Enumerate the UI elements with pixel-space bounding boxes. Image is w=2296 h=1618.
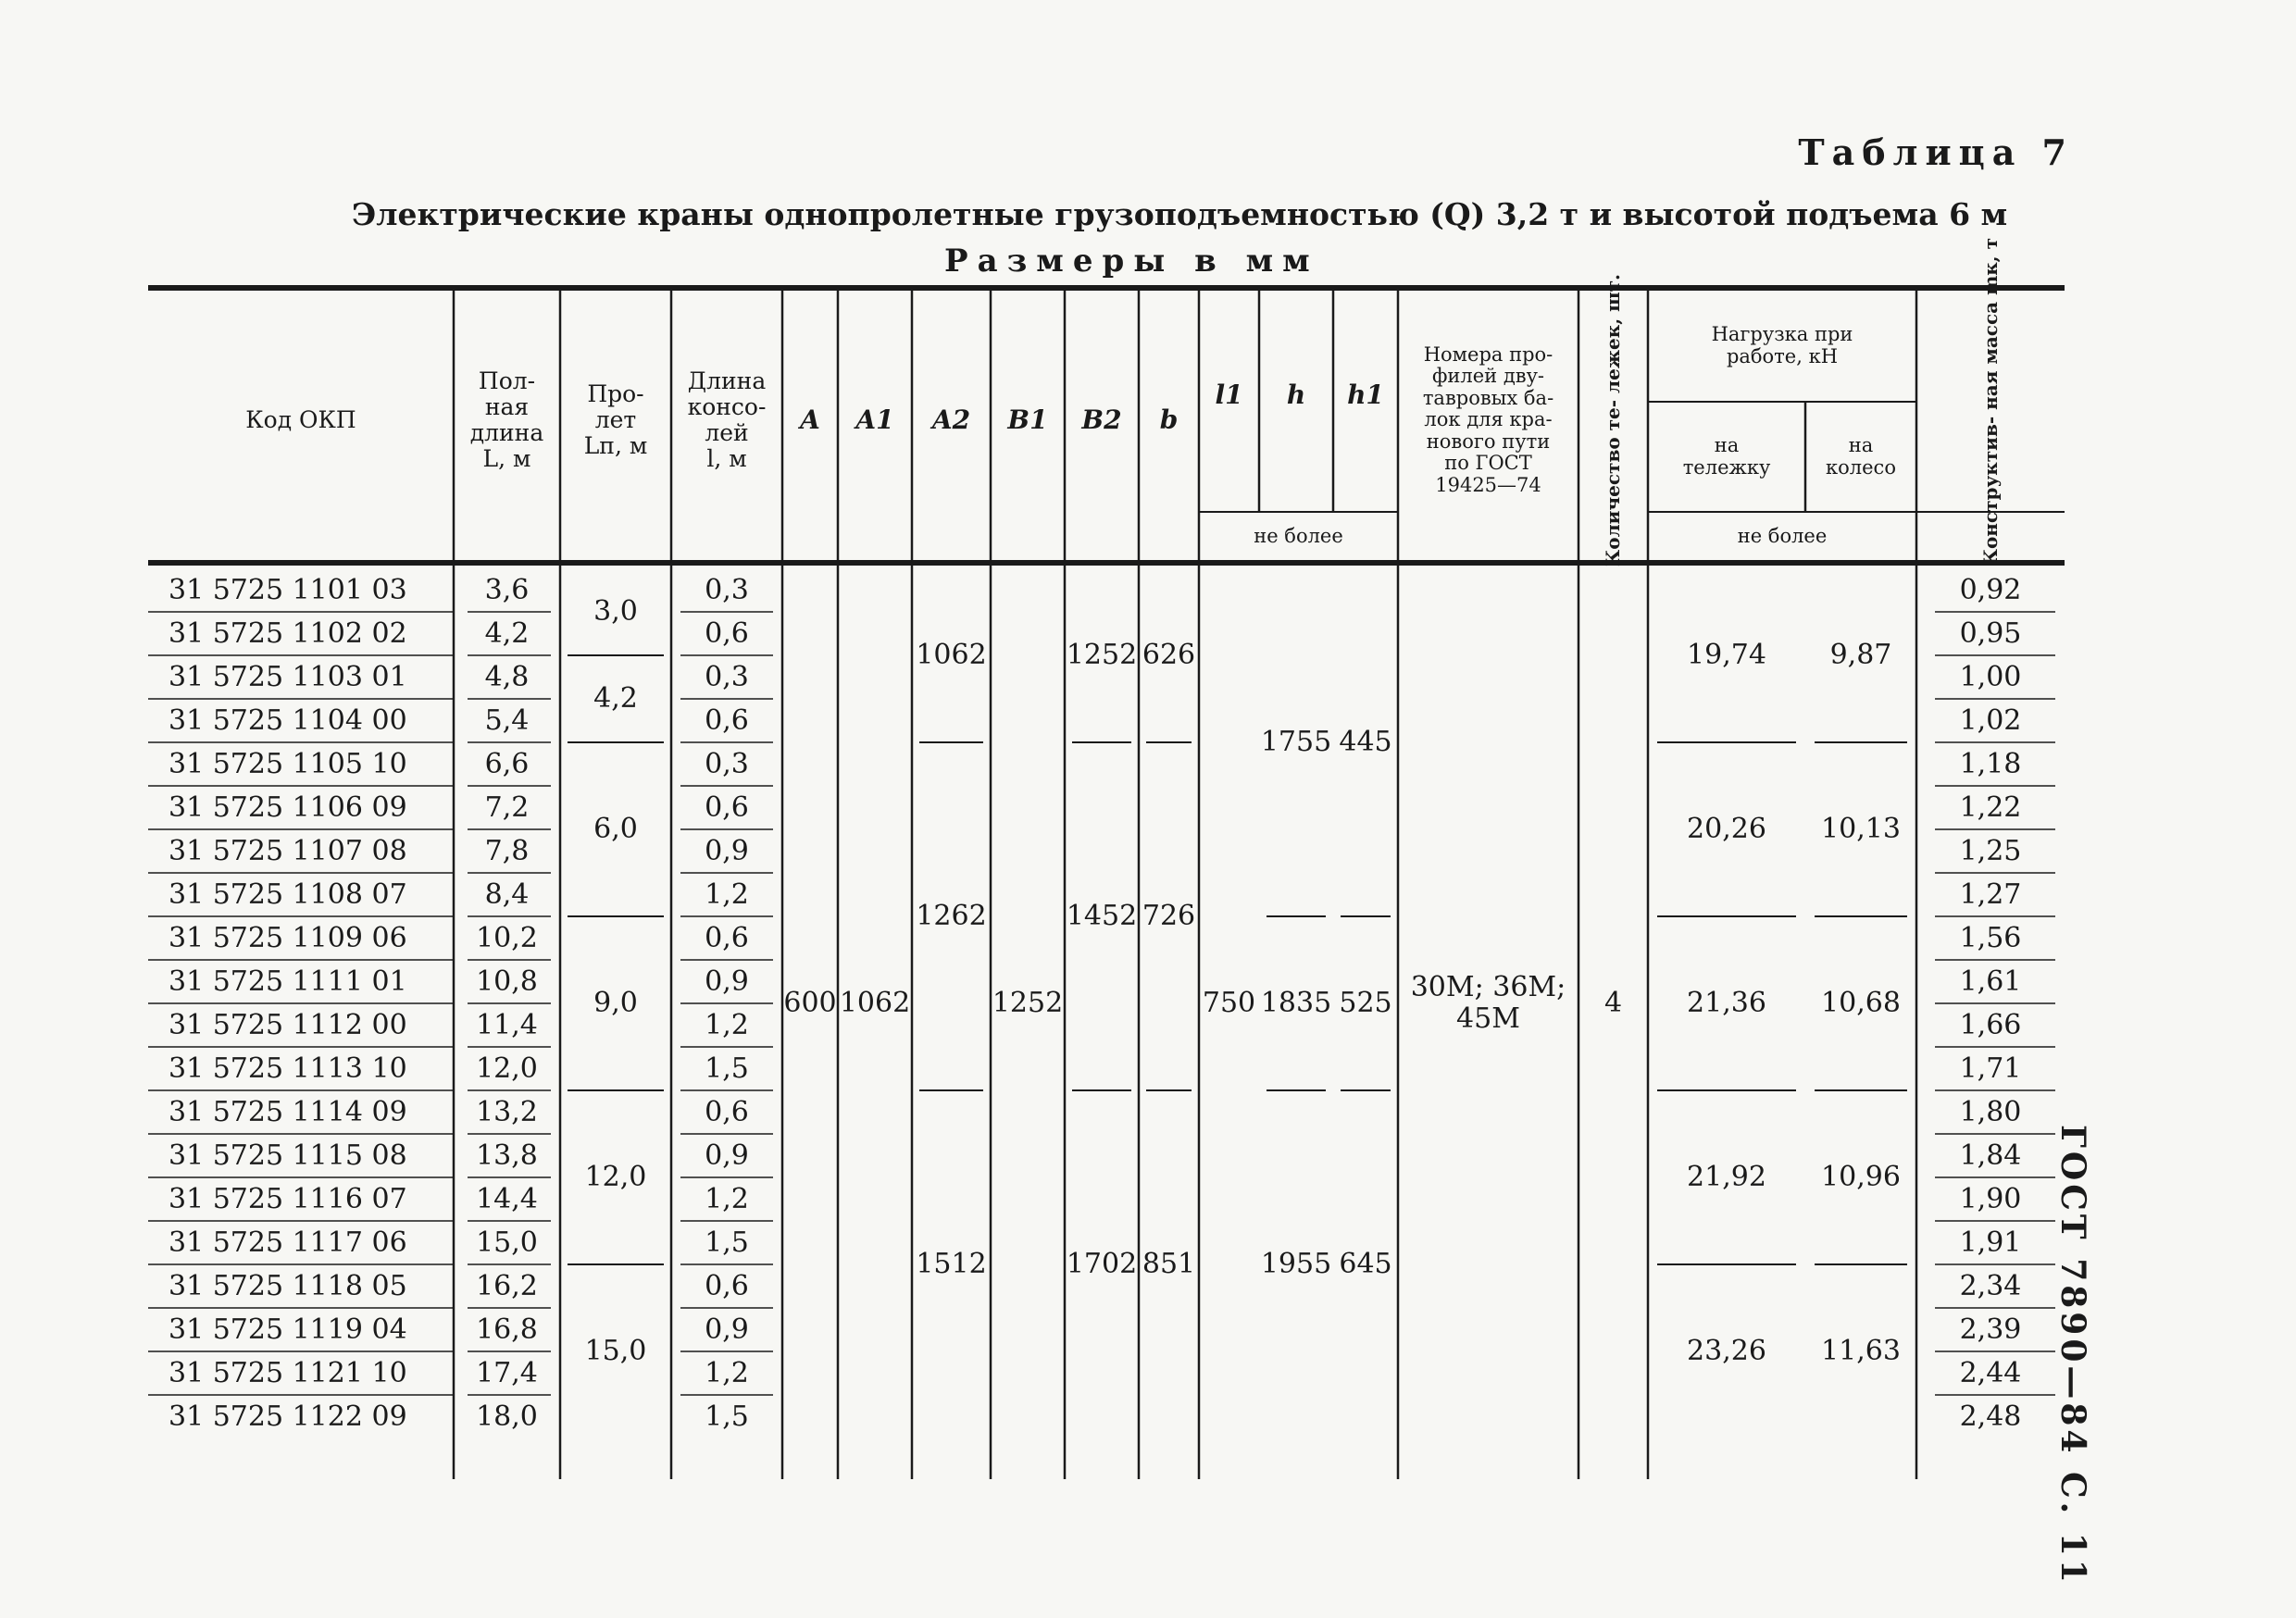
B2-value: 1252 [1066, 639, 1138, 672]
full-length-value: 3,6 [484, 573, 530, 606]
span-value: 15,0 [584, 1335, 647, 1368]
okp-code: 31 5725 1109 06 [168, 921, 407, 954]
value-beam-profiles: 30М; 36М; 45М [1410, 971, 1566, 1035]
structural-mass-value: 1,90 [1959, 1182, 2022, 1215]
structural-mass-value: 2,34 [1959, 1269, 2022, 1302]
table-caption: Электрические краны однопролетные грузоподъемностью (Q) 3,2 т и высотой подъема 6 м [352, 196, 2008, 232]
B2-value: 1452 [1066, 900, 1138, 933]
header-h1: h1 [1347, 379, 1384, 410]
console-length-value: 0,6 [705, 790, 749, 824]
okp-code: 31 5725 1111 01 [168, 965, 407, 998]
header-A2: A2 [931, 404, 971, 436]
okp-code: 31 5725 1107 08 [168, 834, 407, 867]
standard-page-code: ГОСТ 7890—84 С. 11 [2053, 1125, 2092, 1587]
header-load-per-wheel: на колесо [1826, 434, 1896, 479]
full-length-value: 8,4 [484, 877, 530, 911]
full-length-value: 14,4 [476, 1182, 538, 1215]
structural-mass-value: 2,39 [1959, 1313, 2022, 1346]
load-per-cart-value: 21,92 [1687, 1161, 1766, 1194]
structural-mass-value: 1,22 [1959, 790, 2022, 824]
full-length-value: 11,4 [476, 1008, 538, 1041]
okp-code: 31 5725 1102 02 [168, 616, 407, 650]
console-length-value: 1,2 [705, 1182, 749, 1215]
console-length-value: 1,2 [705, 1356, 749, 1389]
structural-mass-value: 1,61 [1959, 965, 2022, 998]
full-length-value: 17,4 [476, 1356, 538, 1389]
header-code: Код ОКП [245, 406, 356, 433]
full-length-value: 13,8 [476, 1139, 538, 1172]
okp-code: 31 5725 1121 10 [168, 1356, 407, 1389]
console-length-value: 1,5 [705, 1400, 749, 1433]
full-length-value: 16,2 [476, 1269, 538, 1302]
console-length-value: 0,9 [705, 1139, 749, 1172]
value-cart-count: 4 [1603, 987, 1623, 1020]
console-length-value: 0,6 [705, 1095, 749, 1128]
header-console-length: Длина консо- лей l, м [687, 367, 767, 472]
header-not-more-load: не более [1737, 525, 1828, 548]
h1-value: 525 [1339, 987, 1392, 1020]
span-value: 6,0 [593, 813, 638, 846]
console-length-value: 0,6 [705, 616, 749, 650]
load-per-cart-value: 21,36 [1687, 987, 1766, 1020]
full-length-value: 16,8 [476, 1313, 538, 1346]
header-l1: l1 [1215, 379, 1243, 410]
load-per-cart-value: 23,26 [1687, 1335, 1766, 1368]
structural-mass-value: 1,66 [1959, 1008, 2022, 1041]
console-length-value: 1,2 [705, 1008, 749, 1041]
value-A: 600 [783, 987, 837, 1020]
full-length-value: 13,2 [476, 1095, 538, 1128]
console-length-value: 1,2 [705, 877, 749, 911]
okp-code: 31 5725 1106 09 [168, 790, 407, 824]
structural-mass-value: 1,27 [1959, 877, 2022, 911]
okp-code: 31 5725 1103 01 [168, 660, 407, 693]
okp-code: 31 5725 1104 00 [168, 703, 407, 737]
structural-mass-value: 2,48 [1959, 1400, 2022, 1433]
load-per-cart-value: 20,26 [1687, 813, 1766, 846]
structural-mass-value: 1,00 [1959, 660, 2022, 693]
header-B1: B1 [1007, 404, 1048, 436]
table-number: Таблица 7 [1798, 131, 2074, 173]
h-value: 1955 [1260, 1248, 1332, 1281]
load-per-wheel-value: 10,68 [1821, 987, 1901, 1020]
full-length-value: 5,4 [484, 703, 530, 737]
full-length-value: 10,8 [476, 965, 538, 998]
header-mass-cell [1916, 237, 2065, 566]
structural-mass-value: 1,18 [1959, 747, 2022, 780]
full-length-value: 10,2 [476, 921, 538, 954]
load-per-cart-value: 19,74 [1687, 639, 1766, 672]
b-value: 851 [1142, 1248, 1196, 1281]
structural-mass-value: 1,56 [1959, 921, 2022, 954]
okp-code: 31 5725 1115 08 [168, 1139, 407, 1172]
console-length-value: 0,3 [705, 747, 749, 780]
structural-mass-value: 1,91 [1959, 1226, 2022, 1259]
value-A1: 1062 [839, 987, 911, 1020]
structural-mass-value: 1,25 [1959, 834, 2022, 867]
header-operating-load: Нагрузка при работе, кН [1711, 323, 1853, 367]
full-length-value: 4,8 [484, 660, 530, 693]
value-l1: 750 [1202, 987, 1256, 1020]
units-note: Размеры в мм [944, 243, 1319, 280]
structural-mass-value: 1,71 [1959, 1052, 2022, 1085]
full-length-value: 18,0 [476, 1400, 538, 1433]
console-length-value: 1,5 [705, 1052, 749, 1085]
okp-code: 31 5725 1113 10 [168, 1052, 407, 1085]
header-b: b [1159, 404, 1179, 436]
header-structural-mass: Конструктив- ная масса mк, т [1978, 237, 2002, 566]
value-B1: 1252 [992, 987, 1064, 1020]
header-full-length: Пол- ная длина L, м [469, 367, 544, 472]
console-length-value: 0,6 [705, 921, 749, 954]
okp-code: 31 5725 1114 09 [168, 1095, 407, 1128]
span-value: 3,0 [593, 595, 638, 629]
okp-code: 31 5725 1117 06 [168, 1226, 407, 1259]
okp-code: 31 5725 1116 07 [168, 1182, 407, 1215]
load-per-wheel-value: 11,63 [1821, 1335, 1901, 1368]
console-length-value: 0,3 [705, 573, 749, 606]
console-length-value: 0,3 [705, 660, 749, 693]
b-value: 726 [1142, 900, 1196, 933]
header-A: A [800, 404, 820, 436]
full-length-value: 7,8 [484, 834, 530, 867]
b-value: 626 [1142, 639, 1196, 672]
header-B2: B2 [1081, 404, 1122, 436]
A2-value: 1512 [916, 1248, 987, 1281]
h-value: 1755 [1260, 726, 1332, 759]
structural-mass-value: 1,02 [1959, 703, 2022, 737]
header-not-more-dimensions: не более [1254, 525, 1343, 548]
structural-mass-value: 0,92 [1959, 573, 2022, 606]
okp-code: 31 5725 1122 09 [168, 1400, 407, 1433]
h-value: 1835 [1260, 987, 1332, 1020]
header-span: Про- лет Lп, м [583, 380, 648, 459]
h1-value: 645 [1339, 1248, 1392, 1281]
load-per-wheel-value: 9,87 [1829, 639, 1892, 672]
full-length-value: 15,0 [476, 1226, 538, 1259]
console-length-value: 0,9 [705, 834, 749, 867]
console-length-value: 0,9 [705, 1313, 749, 1346]
okp-code: 31 5725 1101 03 [168, 573, 407, 606]
full-length-value: 7,2 [484, 790, 530, 824]
console-length-value: 0,9 [705, 965, 749, 998]
header-load-per-cart: на тележку [1682, 434, 1771, 479]
full-length-value: 12,0 [476, 1052, 538, 1085]
header-h: h [1286, 379, 1306, 410]
span-value: 9,0 [593, 987, 638, 1020]
structural-mass-value: 0,95 [1959, 616, 2022, 650]
structural-mass-value: 1,84 [1959, 1139, 2022, 1172]
console-length-value: 0,6 [705, 703, 749, 737]
console-length-value: 0,6 [705, 1269, 749, 1302]
okp-code: 31 5725 1105 10 [168, 747, 407, 780]
header-beam-profiles: Номера про- филей дву- тавровых ба- лок для кра- нового пути по ГОСТ 19425—74 [1422, 342, 1554, 496]
A2-value: 1062 [916, 639, 987, 672]
load-per-wheel-value: 10,96 [1821, 1161, 1901, 1194]
B2-value: 1702 [1066, 1248, 1138, 1281]
h1-value: 445 [1339, 726, 1392, 759]
span-value: 4,2 [593, 682, 638, 716]
full-length-value: 6,6 [484, 747, 530, 780]
header-cart-count-cell [1578, 274, 1648, 566]
header-cart-count: Количество те- лежек, шт. [1602, 274, 1625, 566]
header-A1: A1 [855, 404, 894, 436]
full-length-value: 4,2 [484, 616, 530, 650]
structural-mass-value: 2,44 [1959, 1356, 2022, 1389]
okp-code: 31 5725 1108 07 [168, 877, 407, 911]
structural-mass-value: 1,80 [1959, 1095, 2022, 1128]
span-value: 12,0 [584, 1161, 647, 1194]
console-length-value: 1,5 [705, 1226, 749, 1259]
A2-value: 1262 [916, 900, 987, 933]
okp-code: 31 5725 1119 04 [168, 1313, 407, 1346]
okp-code: 31 5725 1112 00 [168, 1008, 407, 1041]
okp-code: 31 5725 1118 05 [168, 1269, 407, 1302]
load-per-wheel-value: 10,13 [1821, 813, 1901, 846]
